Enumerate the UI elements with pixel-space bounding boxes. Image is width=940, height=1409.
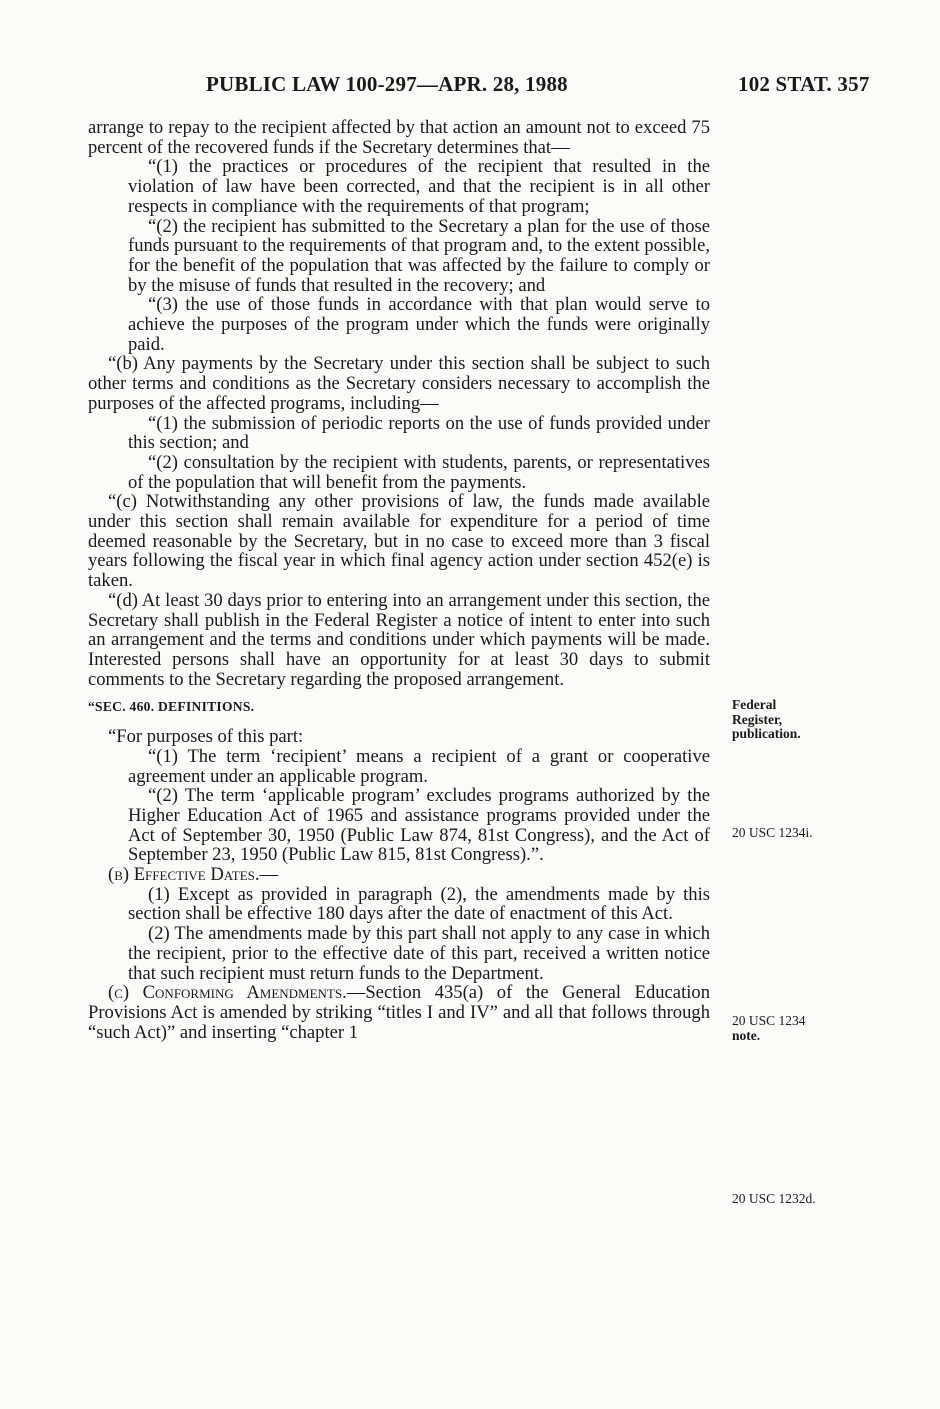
- clause-2: “(2) the recipient has submitted to the Secretary a plan for the use of those funds pursuant to the requirements of that program and, to the extent possible, for the benefit of the population that was affected by the failure to comply or by the misuse of funds that resulted in the recovery; and: [128, 215, 710, 296]
- subsection-b-clause-2: “(2) consultation by the recipient with students, parents, or representatives of the population that will benefit from the payments.: [128, 451, 710, 493]
- margin-note-federal-register: [732, 698, 801, 742]
- effective-dates-clause-1: (1) Except as provided in paragraph (2), the amendments made by this section shall be effective 180 days after the date of enactment of this Act.: [128, 883, 710, 925]
- effective-dates-label: [88, 865, 710, 885]
- margin-note-line: 20 USC 1234: [732, 1013, 806, 1028]
- conforming-amendments: [88, 983, 710, 1042]
- paragraph-continuation: arrange to repay to the recipient affected by that action an amount not to exceed 75 percent of the recovered funds if the Secretary determines that—: [88, 117, 710, 158]
- definition-2: “(2) The term ‘applicable program’ excludes programs authorized by the Higher Education Act of 1965 and assistance programs provided under the Act of September 30, 1950 (Public Law 874, 81st Congress), and the Act of September 23, 1950 (Public Law 815, 81st Congress).”.: [128, 785, 710, 866]
- subsection-c: “(c) Notwithstanding any other provisions of law, the funds made available under this section shall remain available for expenditure for a period of time deemed reasonable by the Secretary, but in no case to exceed more than 3 fiscal years following the fiscal year in which final agency action under section 452(e) is taken.: [88, 491, 710, 592]
- margin-note-line: publication.: [732, 726, 801, 741]
- margin-note-line: Federal: [732, 697, 777, 712]
- margin-note-usc-1234-note: [732, 1014, 806, 1043]
- page-header-title: PUBLIC LAW 100-297—APR. 28, 1988: [206, 72, 568, 96]
- definitions-intro: “For purposes of this part:: [108, 726, 304, 748]
- margin-note-usc-1232d: 20 USC 1232d.: [732, 1191, 816, 1206]
- subsection-d: “(d) At least 30 days prior to entering into an arrangement under this section, the Secretary shall publish in the Federal Register a notice of intent to enter into such an arrangement and the terms and conditions under which payments will be made. Interested persons shall have an opportunity for at least 30 days to submit comments to the Secretary regarding the proposed arrangement.: [88, 589, 710, 690]
- margin-note-usc-1234i: 20 USC 1234i.: [732, 825, 813, 840]
- effective-dates-clause-2: (2) The amendments made by this part shall not apply to any case in which the recipient, prior to the effective date of this part, received a written notice that such recipient must return funds to the Department.: [128, 923, 710, 984]
- effective-dates-heading: (b) Effective Dates.—: [108, 864, 279, 886]
- page-header-stat-ref: 102 STAT. 357: [738, 72, 870, 96]
- margin-note-line: note.: [732, 1027, 761, 1043]
- body-text: [88, 118, 710, 1042]
- conforming-amendments-text: —Section 435(a) of the General Education Provisions Act is amended by striking “titles I and IV” and all that follows through “such Act)” and inserting “chapter 1: [88, 982, 710, 1043]
- conforming-amendments-heading: (c) Conforming Amendments.: [108, 982, 347, 1004]
- section-heading: “SEC. 460. DEFINITIONS.: [88, 699, 255, 715]
- clause-3: “(3) the use of those funds in accordance with that plan would serve to achieve the purposes of the program under which the funds were originally paid.: [128, 294, 710, 355]
- subsection-b-clause-1: “(1) the submission of periodic reports on the use of funds provided under this section; and: [128, 412, 710, 454]
- definition-1: “(1) The term ‘recipient’ means a recipient of a grant or cooperative agreement under an applicable program.: [128, 745, 710, 787]
- subsection-b: “(b) Any payments by the Secretary under this section shall be subject to such other terms and conditions as the Secretary considers necessary to accomplish the purposes of the affected programs, including—: [88, 353, 710, 414]
- clause-1: “(1) the practices or procedures of the recipient that resulted in the violation of law have been corrected, and that the recipient is in all other respects in compliance with the requirements of that program;: [128, 156, 710, 217]
- margin-note-line: Register,: [732, 711, 783, 727]
